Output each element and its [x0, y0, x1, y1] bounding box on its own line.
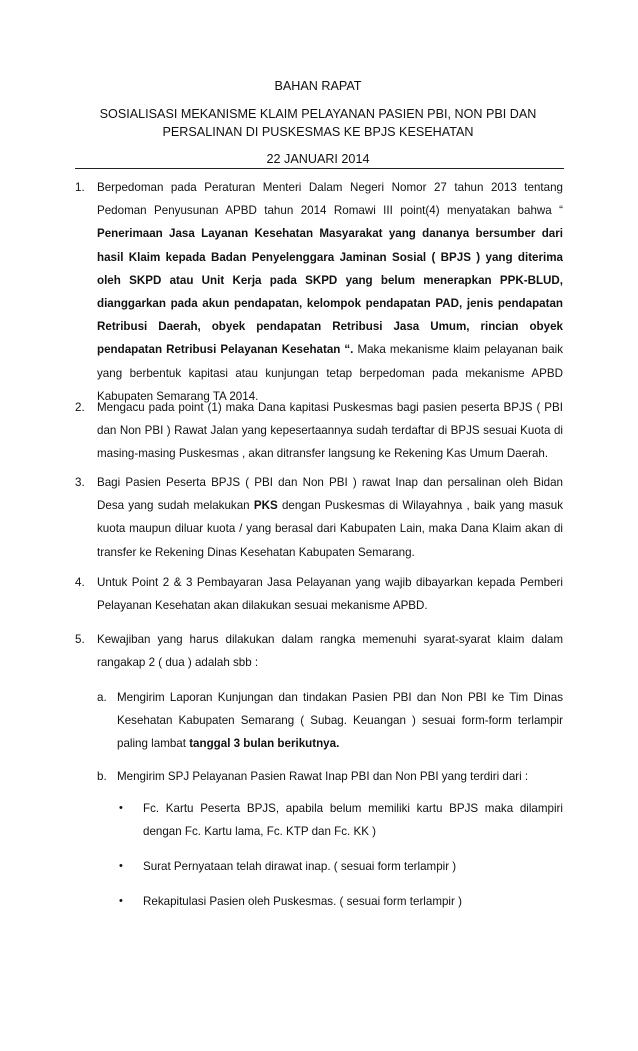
- subitem-a-deadline: tanggal 3 bulan berikutnya.: [189, 737, 340, 751]
- item-4-number: 4.: [75, 576, 85, 589]
- document-date: 22 JANUARI 2014: [266, 152, 370, 166]
- document-subtitle-line1: SOSIALISASI MEKANISME KLAIM PELAYANAN PASIEN PBI, NON PBI DAN: [99, 107, 537, 121]
- item-1-text: [97, 176, 563, 408]
- item-5-number: 5.: [75, 633, 85, 646]
- item-1-conclusion: Maka mekanisme klaim pelayanan baik yang berbentuk kapitasi atau kunjungan tetap berpedoman pada mekanisme APBD Kabupaten Semarang TA 2014.: [97, 343, 563, 403]
- item-3-intro: Bagi Pasien Peserta BPJS ( PBI dan Non PBI ) rawat Inap dan persalinan oleh Bidan Desa yang sudah melakukan: [97, 476, 563, 513]
- bullet-3-text: Rekapitulasi Pasien oleh Puskesmas. ( sesuai form terlampir ): [143, 895, 462, 908]
- item-3-rest: dengan Puskesmas di Wilayahnya , baik yang masuk kuota maupun diluar kuota / yang berasal dari Kabupaten Lain, maka Dana Klaim akan di transfer ke Rekening Dinas Kesehatan Kabupaten Semarang.: [97, 499, 564, 559]
- item-3-pks: PKS: [253, 499, 278, 513]
- bullet-icon: •: [119, 802, 123, 814]
- item-2-number: 2.: [75, 401, 85, 414]
- document-title: BAHAN RAPAT: [274, 79, 362, 93]
- item-1-quote: Penerimaan Jasa Layanan Kesehatan Masyarakat yang dananya bersumber dari hasil Klaim kepada Badan Penyelenggara Jaminan Sosial ( BPJS ) yang diterima oleh SKPD atau Unit Kerja pada SKPD yang belum menerapkan PPK-BLUD, dianggarkan pada akun pendapatan, kelompok pendapatan PAD, jenis pendapatan Retribusi Daerah, obyek pendapatan Retribusi Jasa Umum, rincian obyek pendapatan Retribusi Pelayanan Kesehatan “.: [97, 227, 563, 357]
- item-1-intro: Berpedoman pada Peraturan Menteri Dalam Negeri Nomor 27 tahun 2013 tentang Pedoman Penyusunan APBD tahun 2014 Romawi III point(4) menyatakan bahwa “: [97, 181, 563, 218]
- item-1-number: 1.: [75, 181, 85, 194]
- bullet-2-text: Surat Pernyataan telah dirawat inap. ( sesuai form terlampir ): [143, 860, 457, 873]
- document-subtitle-line2: PERSALINAN DI PUSKESMAS KE BPJS KESEHATAN: [162, 125, 474, 139]
- item-5-text: Kewajiban yang harus dilakukan dalam rangka memenuhi syarat-syarat klaim dalam rangakap 2 ( dua ) adalah sbb :: [97, 633, 563, 670]
- header-divider: [75, 168, 564, 169]
- item-3-number: 3.: [75, 476, 85, 489]
- subitem-b-letter: b.: [97, 770, 107, 783]
- item-2-text: Mengacu pada point (1) maka Dana kapitasi Puskesmas bagi pasien peserta BPJS ( PBI dan Non PBI ) Rawat Jalan yang kepesertaannya sudah terdaftar di BPJS sesuai Kuota di masing-masing Puskesmas , akan ditransfer langsung ke Rekening Kas Umum Daerah.: [97, 401, 563, 461]
- bullet-1-text: Fc. Kartu Peserta BPJS, apabila belum memiliki kartu BPJS maka dilampiri dengan Fc. Kartu lama, Fc. KTP dan Fc. KK ): [143, 802, 563, 839]
- bullet-icon: •: [119, 860, 123, 872]
- subitem-a-text: [117, 686, 563, 756]
- item-4-text: Untuk Point 2 & 3 Pembayaran Jasa Pelayanan yang wajib dibayarkan kepada Pemberi Pelayanan Kesehatan akan dilakukan sesuai mekanisme APBD.: [97, 576, 563, 613]
- subitem-a-letter: a.: [97, 691, 107, 704]
- subitem-a-body: Mengirim Laporan Kunjungan dan tindakan Pasien PBI dan Non PBI ke Tim Dinas Kesehatan Kabupaten Semarang ( Subag. Keuangan ) sesuai form-form terlampir paling lambat: [117, 691, 563, 751]
- item-3-text: [97, 471, 563, 564]
- subitem-b-text: Mengirim SPJ Pelayanan Pasien Rawat Inap PBI dan Non PBI yang terdiri dari :: [117, 770, 529, 783]
- bullet-icon: •: [119, 895, 123, 907]
